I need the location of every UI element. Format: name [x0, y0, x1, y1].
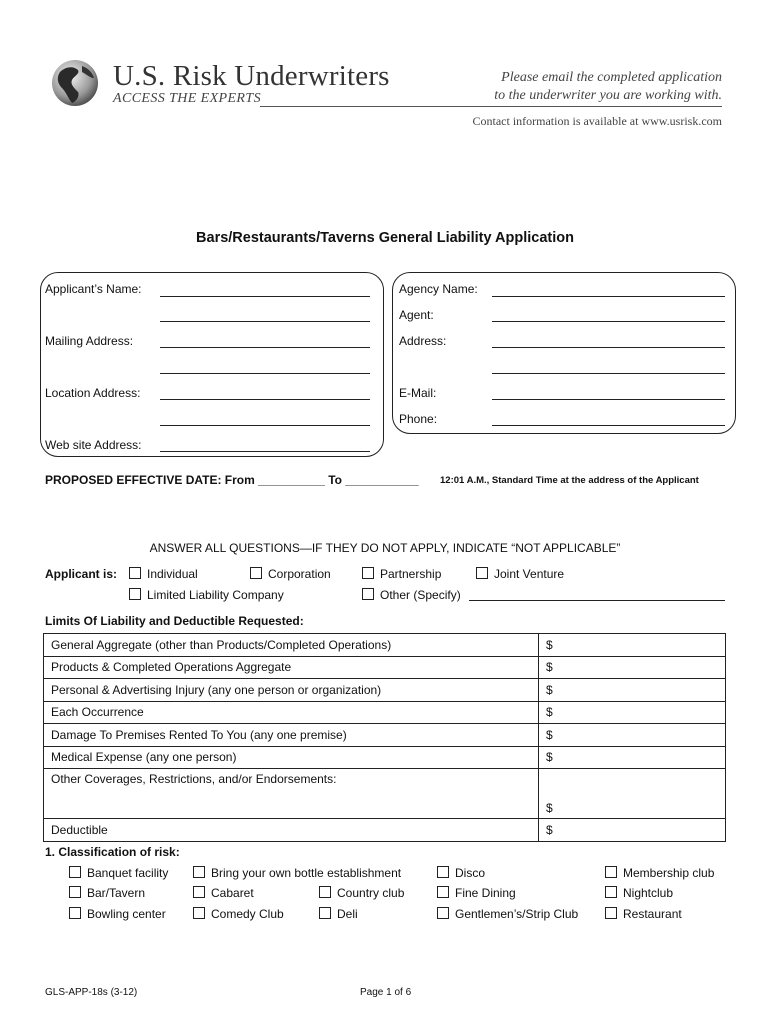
applicant-is-label: Applicant is: [45, 567, 118, 581]
bar-tavern-label: Bar/Tavern [87, 886, 146, 900]
website-label: Web site Address: [45, 438, 142, 452]
location-address-field-2[interactable] [160, 425, 370, 426]
applicant-name-label: Applicant’s Name: [45, 282, 142, 296]
page-number: Page 1 of 6 [360, 987, 412, 998]
joint-venture-checkbox[interactable] [476, 567, 488, 579]
joint-venture-label: Joint Venture [494, 567, 565, 581]
banquet-facility-checkbox[interactable] [69, 866, 81, 878]
table-row [44, 656, 726, 679]
agency-name-field[interactable] [492, 296, 725, 297]
table-row [44, 634, 726, 657]
other-label: Other (Specify) [380, 588, 461, 602]
globe-logo [50, 58, 100, 108]
individual-label: Individual [147, 567, 198, 581]
country-club-checkbox[interactable] [319, 886, 331, 898]
agency-phone-field[interactable] [492, 425, 725, 426]
agent-label: Agent: [399, 308, 434, 322]
agency-email-field[interactable] [492, 399, 725, 400]
header-rule [260, 106, 722, 107]
fine-dining-label: Fine Dining [455, 886, 516, 900]
limit-label: Medical Expense (any one person) [44, 746, 539, 769]
instructions: ANSWER ALL QUESTIONS—IF THEY DO NOT APPLY, INDICATE “NOT APPLICABLE” [149, 541, 621, 555]
partnership-label: Partnership [380, 567, 442, 581]
nightclub-checkbox[interactable] [605, 886, 617, 898]
corporation-checkbox[interactable] [250, 567, 262, 579]
agency-address-label: Address: [399, 334, 447, 348]
banquet-facility-label: Banquet facility [87, 866, 169, 880]
mailing-address-field-2[interactable] [160, 373, 370, 374]
table-row [44, 724, 726, 747]
applicant-name-field[interactable] [160, 296, 370, 297]
table-row [44, 769, 726, 819]
comedy-club-label: Comedy Club [211, 907, 284, 921]
limit-amount-field[interactable]: $ [539, 679, 726, 702]
limit-label: Personal & Advertising Injury (any one person or organization) [44, 679, 539, 702]
bar-tavern-checkbox[interactable] [69, 886, 81, 898]
limit-amount-field[interactable]: $ [539, 656, 726, 679]
gentlemens-club-checkbox[interactable] [437, 907, 449, 919]
agent-field[interactable] [492, 321, 725, 322]
restaurant-label: Restaurant [623, 907, 682, 921]
agency-name-label: Agency Name: [399, 282, 478, 296]
other-checkbox[interactable] [362, 588, 374, 600]
cabaret-label: Cabaret [211, 886, 254, 900]
cabaret-checkbox[interactable] [193, 886, 205, 898]
gentlemens-club-label: Gentlemen’s/Strip Club [455, 907, 579, 921]
limit-label: Damage To Premises Rented To You (any one premise) [44, 724, 539, 747]
limit-amount-field[interactable]: $ [539, 746, 726, 769]
individual-checkbox[interactable] [129, 567, 141, 579]
brand-name: U.S. Risk Underwriters [113, 60, 390, 92]
limit-label: Each Occurrence [44, 701, 539, 724]
agency-address-field[interactable] [492, 347, 725, 348]
limit-amount-field[interactable]: $ [539, 634, 726, 657]
website-field[interactable] [160, 451, 370, 452]
other-specify-field[interactable] [469, 600, 725, 601]
form-id: GLS-APP-18s (3-12) [45, 987, 138, 998]
agency-email-label: E-Mail: [399, 386, 437, 400]
disco-label: Disco [455, 866, 486, 880]
mailing-address-field[interactable] [160, 347, 370, 348]
limits-heading: Limits Of Liability and Deductible Requested: [45, 614, 304, 628]
byob-checkbox[interactable] [193, 866, 205, 878]
email-note-line1: Please email the completed application [501, 70, 722, 85]
classification-heading: 1. Classification of risk: [45, 845, 180, 859]
deductible-amount-field[interactable]: $ [539, 819, 726, 842]
llc-label: Limited Liability Company [147, 588, 284, 602]
limit-amount-field[interactable]: $ [539, 701, 726, 724]
table-row [44, 679, 726, 702]
email-note-line2: to the underwriter you are working with. [494, 88, 722, 103]
disco-checkbox[interactable] [437, 866, 449, 878]
effective-date-note: 12:01 A.M., Standard Time at the address of the Applicant [440, 475, 699, 486]
limit-label: General Aggregate (other than Products/Completed Operations) [44, 634, 539, 657]
country-club-label: Country club [337, 886, 405, 900]
applicant-info-box [40, 272, 384, 457]
table-row [44, 746, 726, 769]
deli-checkbox[interactable] [319, 907, 331, 919]
bowling-center-checkbox[interactable] [69, 907, 81, 919]
nightclub-label: Nightclub [623, 886, 674, 900]
limit-label: Deductible [44, 819, 539, 842]
comedy-club-checkbox[interactable] [193, 907, 205, 919]
table-row [44, 701, 726, 724]
limits-table [43, 633, 726, 842]
table-row [44, 819, 726, 842]
bowling-center-label: Bowling center [87, 907, 166, 921]
fine-dining-checkbox[interactable] [437, 886, 449, 898]
mailing-address-label: Mailing Address: [45, 334, 134, 348]
restaurant-checkbox[interactable] [605, 907, 617, 919]
limit-label[interactable]: Other Coverages, Restrictions, and/or Endorsements: [44, 769, 539, 819]
agency-address-field-2[interactable] [492, 373, 725, 374]
proposed-effective-date[interactable]: PROPOSED EFFECTIVE DATE: From __________ To ___________ [45, 473, 419, 487]
agency-phone-label: Phone: [399, 412, 438, 426]
brand-tagline: ACCESS THE EXPERTS [113, 91, 261, 106]
deli-label: Deli [337, 907, 358, 921]
contact-info: Contact information is available at www.usrisk.com [472, 114, 722, 128]
partnership-checkbox[interactable] [362, 567, 374, 579]
limit-amount-field[interactable]: $ [539, 769, 726, 819]
limit-label: Products & Completed Operations Aggregate [44, 656, 539, 679]
applicant-name-field-2[interactable] [160, 321, 370, 322]
corporation-label: Corporation [268, 567, 331, 581]
membership-club-checkbox[interactable] [605, 866, 617, 878]
location-address-label: Location Address: [45, 386, 141, 400]
limit-amount-field[interactable]: $ [539, 724, 726, 747]
byob-label: Bring your own bottle establishment [211, 866, 402, 880]
llc-checkbox[interactable] [129, 588, 141, 600]
location-address-field[interactable] [160, 399, 370, 400]
membership-club-label: Membership club [623, 866, 715, 880]
page-title: Bars/Restaurants/Taverns General Liability Application [196, 230, 574, 246]
